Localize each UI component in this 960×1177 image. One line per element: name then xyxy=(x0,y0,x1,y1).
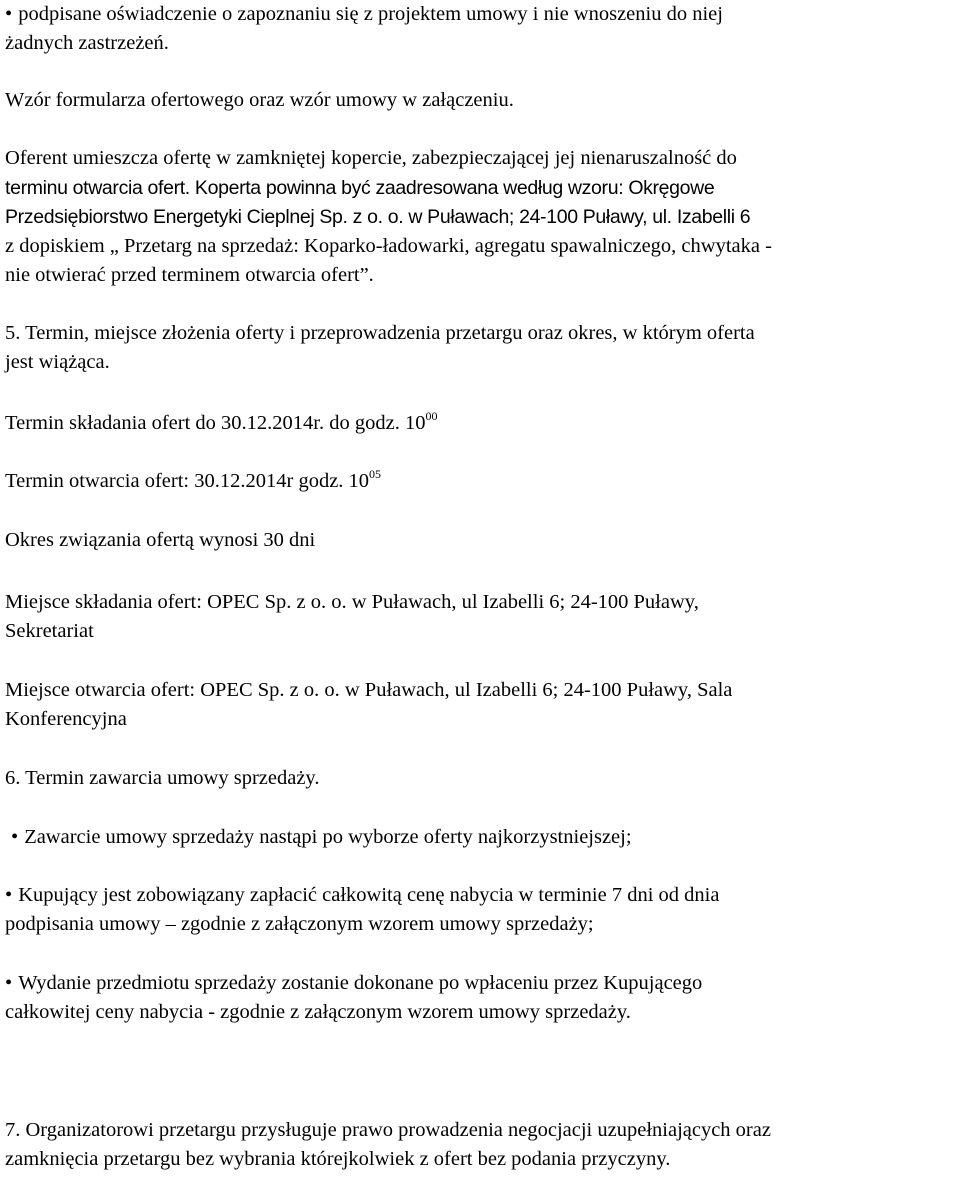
requirement-bullet-line-2: żadnych zastrzeżeń. xyxy=(5,32,169,54)
opening-place-line-1: Miejsce otwarcia ofert: OPEC Sp. z o. o. w Puławach, ul Izabelli 6; 24-100 Puławy, Sala xyxy=(5,679,733,701)
section-5-heading-line-1: 5. Termin, miejsce złożenia oferty i przeprowadzenia przetargu oraz okres, w którym oferta xyxy=(5,322,755,344)
sale-bullet-3-line-1: • Wydanie przedmiotu sprzedaży zostanie dokonane po wpłaceniu przez Kupującego xyxy=(5,971,702,995)
section-7-line-2: zamknięcia przetargu bez wybrania którejkolwiek z ofert bez podania przyczyny. xyxy=(5,1148,671,1170)
submission-deadline-minutes: 00 xyxy=(425,409,438,423)
submission-deadline-text: Termin składania ofert do 30.12.2014r. do godz. 10 xyxy=(5,412,426,434)
envelope-text-line-4: z dopiskiem „ Przetarg na sprzedaż: Koparko-ładowarki, agregatu spawalniczego, chwytaka - xyxy=(5,235,772,257)
sale-bullet-3-line-2: całkowitej ceny nabycia - zgodnie z załączonym wzorem umowy sprzedaży. xyxy=(5,1001,631,1023)
opening-date xyxy=(5,469,381,493)
section-7-line-1: 7. Organizatorowi przetargu przysługuje prawo prowadzenia negocjacji uzupełniających oraz xyxy=(5,1119,771,1141)
section-6-heading: 6. Termin zawarcia umowy sprzedaży. xyxy=(5,767,320,789)
envelope-text-line-1: Oferent umieszcza ofertę w zamkniętej kopercie, zabezpieczającej jej nienaruszalność do xyxy=(5,147,737,169)
sale-bullet-1: • Zawarcie umowy sprzedaży nastąpi po wyborze oferty najkorzystniejszej; xyxy=(11,825,632,849)
opening-date-text: Termin otwarcia ofert: 30.12.2014r godz. 10 xyxy=(5,470,370,492)
attachment-note: Wzór formularza ofertowego oraz wzór umowy w załączeniu. xyxy=(5,89,514,111)
envelope-text-line-2: terminu otwarcia ofert. Koperta powinna być zaadresowana według wzoru: Okręgowe xyxy=(5,177,715,199)
sale-bullet-2-line-2: podpisania umowy – zgodnie z załączonym wzorem umowy sprzedaży; xyxy=(5,913,594,935)
section-5-heading-line-2: jest wiążąca. xyxy=(5,351,110,373)
opening-place-line-2: Konferencyjna xyxy=(5,708,127,730)
submission-deadline xyxy=(5,411,437,435)
submission-place-line-2: Sekretariat xyxy=(5,620,94,642)
envelope-text-line-3: Przedsiębiorstwo Energetyki Cieplnej Sp. z o. o. w Puławach; 24-100 Puławy, ul. Izabelli 6 xyxy=(5,206,751,228)
sale-bullet-2-line-1: • Kupujący jest zobowiązany zapłacić całkowitą cenę nabycia w terminie 7 dni od dnia xyxy=(5,883,719,907)
requirement-bullet-line-1: • podpisane oświadczenie o zapoznaniu się z projektem umowy i nie wnoszeniu do niej xyxy=(5,2,723,26)
envelope-text-line-5: nie otwierać przed terminem otwarcia ofert”. xyxy=(5,264,374,286)
opening-date-minutes: 05 xyxy=(369,467,382,481)
submission-place-line-1: Miejsce składania ofert: OPEC Sp. z o. o. w Puławach, ul Izabelli 6; 24-100 Puławy, xyxy=(5,591,699,613)
binding-period: Okres związania ofertą wynosi 30 dni xyxy=(5,529,316,551)
